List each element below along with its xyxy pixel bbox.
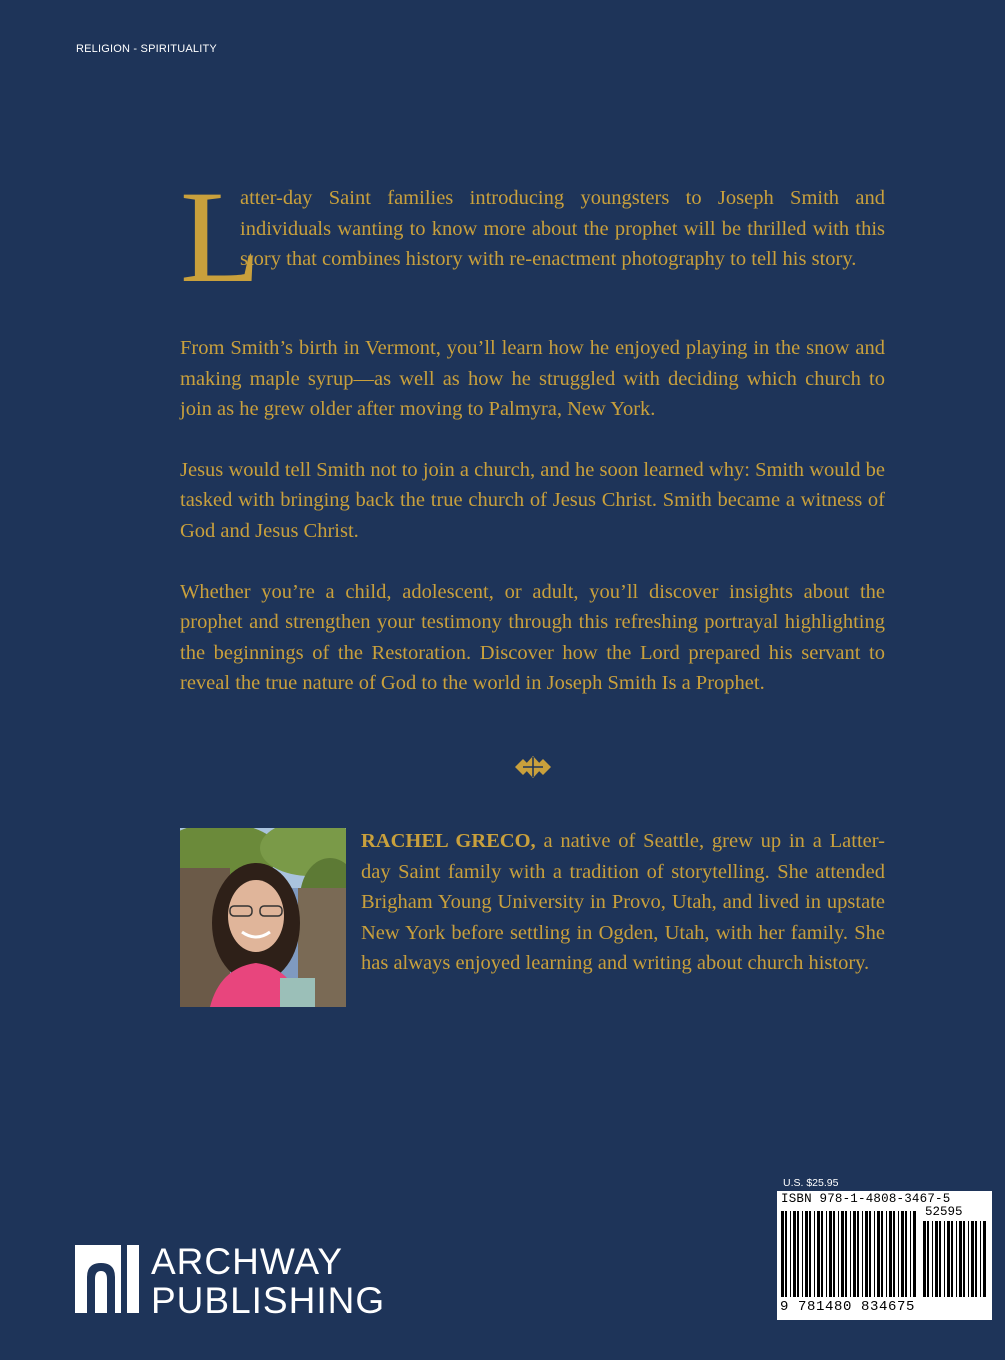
publisher-name (151, 1242, 385, 1320)
blurb-paragraph-1 (180, 163, 885, 310)
publisher-name-line2: PUBLISHING (151, 1280, 386, 1321)
barcode-digits: 9 781480 834675 (780, 1299, 916, 1315)
blurb-paragraph-4: Whether you’re a child, adolescent, or adult, you’ll discover insights about the prophet and strengthen your testimony through this refreshing portrayal highlighting the beginnings of the Restoration. Discover how the Lord prepared his servant to reveal the true nature of God to the world in Joseph Smith Is a Prophet. (180, 580, 885, 695)
isbn-barcode (777, 1191, 992, 1320)
publisher-name-line1: ARCHWAY (151, 1241, 343, 1282)
diamond-ornament-icon (514, 756, 552, 778)
blurb-paragraph-1-text: atter-day Saint families introducing youngsters to Joseph Smith and individuals wanting to know more about the prophet will be thrilled with this story that combines history with re-enactment photography to tell his story. (240, 187, 885, 271)
author-bio-text: a native of Seattle, grew up in a Latter-day Saint family with a tradition of storytelling. She attended Brigham Young University in Provo, Utah, and lived in upstate New York before settling in Ogden, Utah, with her family. She has always enjoyed learning and writing about church history. (361, 830, 885, 975)
blurb-paragraph-2: From Smith’s birth in Vermont, you’ll learn how he enjoyed playing in the snow and making maple syrup—as well as how he struggled with deciding which church to join as he grew older after moving to Palmyra, New York. (180, 337, 885, 421)
category-label: RELIGION - SPIRITUALITY (76, 43, 217, 55)
price-code-text: 52595 (925, 1205, 963, 1219)
price-label: U.S. $25.95 (783, 1177, 839, 1189)
archway-arch-icon (75, 1245, 139, 1313)
blurb-paragraph-3: Jesus would tell Smith not to join a church, and he soon learned why: Smith would be tasked with bringing back the true church of Jesus Christ. Smith became a witness of God and Jesus Christ. (180, 458, 885, 542)
author-name: RACHEL GRECO, (361, 830, 536, 852)
isbn-text: ISBN 978-1-4808-3467-5 (781, 1192, 951, 1206)
back-cover-blurb (180, 163, 885, 729)
author-bio (361, 826, 885, 979)
drop-cap: L (180, 163, 261, 310)
author-photo (180, 828, 346, 1007)
